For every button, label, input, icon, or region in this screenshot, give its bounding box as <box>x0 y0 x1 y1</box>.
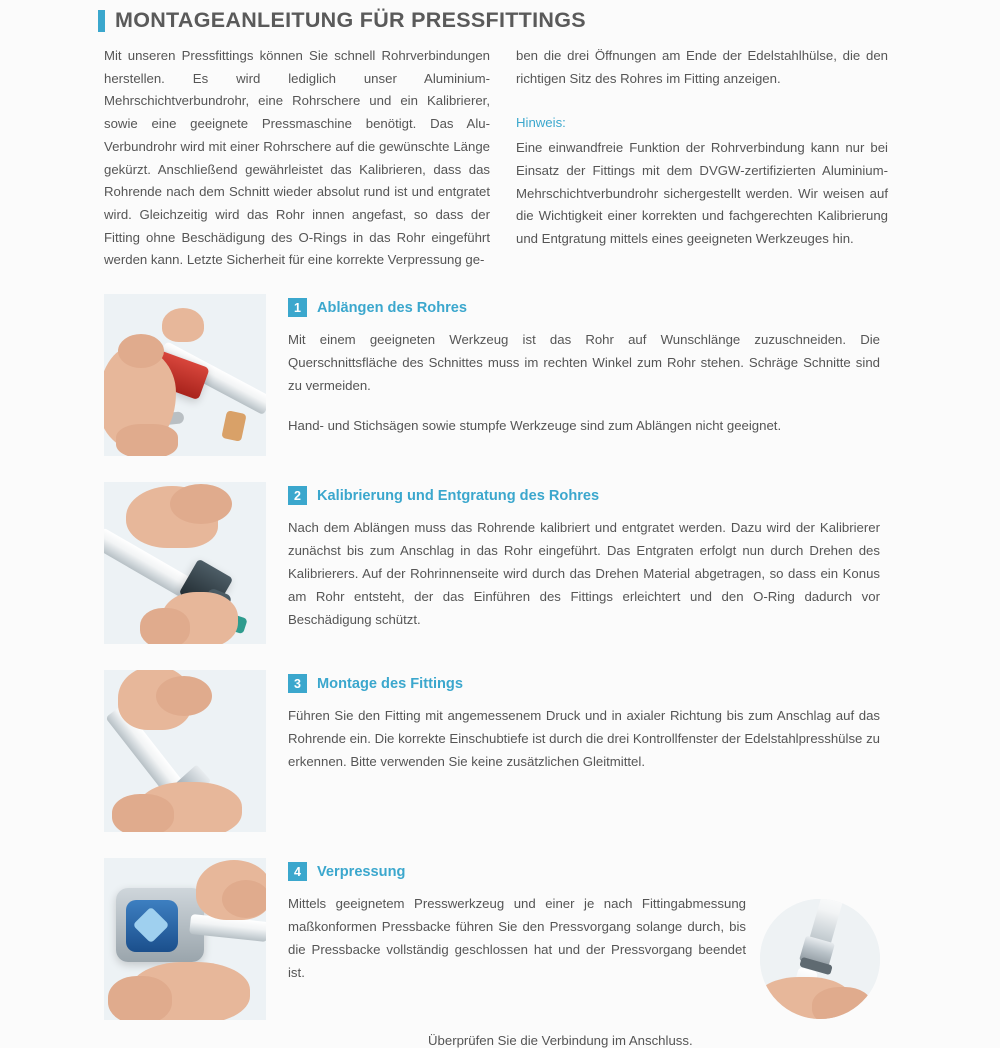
step-2-title: Kalibrierung und Entgratung des Rohres <box>317 487 600 504</box>
step-1-number: 1 <box>288 298 307 317</box>
note-label: Hinweis: <box>516 115 566 131</box>
step-2-image <box>104 482 266 644</box>
step-1-paragraph-2: Hand- und Stichsägen sowie stumpfe Werkzeuge sind zum Ablängen nicht geeignet. <box>288 417 782 433</box>
step-4-number: 4 <box>288 862 307 881</box>
step-1-paragraph-1: Mit einem geeigneten Werkzeug ist das Rohr auf Wunschlänge zuzuschneiden. Die Querschnittsfläche des Schnittes muss im rechten Winkel zum Rohr stehen. Schräge Schnitte sind zu vermeiden. <box>288 332 880 393</box>
step-1-body <box>288 294 880 438</box>
step-1-header <box>288 298 880 317</box>
step-4-closing-note: Überprüfen Sie die Verbindung im Anschluss. <box>428 1033 693 1048</box>
step-4-inset-image <box>760 899 880 1019</box>
step-3-paragraph-1: Führen Sie den Fitting mit angemessenem Druck und in axialer Richtung bis zum Anschlag auf das Rohrende ein. Die korrekte Einschubtiefe ist durch die drei Kontrollfenster der Edelstahlpresshülse zu erkennen. Bitte verwenden Sie keine zusätzlichen Gleitmittel. <box>288 708 880 769</box>
step-3-body <box>288 670 880 774</box>
note-text: Eine einwandfreie Funktion der Rohrverbindung kann nur bei Einsatz der Fittings mit dem DVGW-zertifizierten Aluminium-Mehrschichtverbundrohr sichergestellt werden. Wir weisen auf die Wichtigkeit einer korrekten und fachgerechten Kalibrierung und Entgratung mittels eines geeigneten Werkzeuges hin. <box>516 140 888 246</box>
step-2-paragraph-1: Nach dem Ablängen muss das Rohrende kalibriert und entgratet werden. Dazu wird der Kalibrierer zunächst bis zum Anschlag in das Rohr eingeführt. Das Entgraten erfolgt nun durch Drehen des Kalibrierers. Auf der Rohrinnenseite wird durch das Drehen Material abgetragen, so dass ein Konus am Rohr entsteht, der das Einführen des Fittings erleichtert und den O-Ring dadurch vor Beschädigung schützt. <box>288 520 880 627</box>
intro-left-column <box>104 45 490 272</box>
intro-right-paragraph: ben die drei Öffnungen am Ende der Edelstahlhülse, die den richtigen Sitz des Rohres im Fitting anzeigen. <box>516 48 888 86</box>
step-3 <box>0 670 1000 832</box>
intro-left-paragraph: Mit unseren Pressfittings können Sie schnell Rohrverbindungen herstellen. Es wird lediglich unser Aluminium-Mehrschichtverbundrohr, eine Rohrschere und ein Kalibrierer, sowie eine geeignete Pressmaschine benötigt. Das Alu-Verbundrohr wird mit einer Rohrschere auf die gewünschte Länge gekürzt. Anschließend gewährleistet das Kalibrieren, dass das Rohrende nach dem Schnitt wieder absolut rund ist und entgratet wird. Gleichzeitig wird das Rohr innen angefast, so dass der Fitting ohne Beschädigung des O-Rings in das Rohr eingeführt werden kann. Letzte Sicherheit für eine korrekte Verpressung ge- <box>104 48 490 268</box>
step-4-paragraph-1: Mittels geeignetem Presswerkzeug und einer je nach Fittingabmessung maßkonformen Pressbacke führen Sie den Pressvorgang solange durch, bis die Pressbacke vollständig geschlossen hat und der Pressvorgang beendet ist. <box>288 896 746 980</box>
page-title <box>0 0 1000 39</box>
step-4-header <box>288 862 880 881</box>
step-2-header <box>288 486 880 505</box>
step-3-title: Montage des Fittings <box>317 675 463 692</box>
step-2-number: 2 <box>288 486 307 505</box>
step-1-image <box>104 294 266 456</box>
step-2-body <box>288 482 880 632</box>
steps-section <box>0 294 1000 1048</box>
step-4-title: Verpressung <box>317 863 406 880</box>
intro-right-column <box>516 45 888 272</box>
step-4-image <box>104 858 266 1020</box>
step-4 <box>0 858 1000 1048</box>
intro-section <box>0 39 1000 272</box>
step-4-body <box>288 858 880 1048</box>
step-2 <box>0 482 1000 644</box>
step-3-number: 3 <box>288 674 307 693</box>
step-1-title: Ablängen des Rohres <box>317 299 468 316</box>
title-accent-bar <box>98 10 105 32</box>
step-1 <box>0 294 1000 456</box>
step-3-image <box>104 670 266 832</box>
step-3-header <box>288 674 880 693</box>
page-title-text: MONTAGEANLEITUNG FÜR PRESSFITTINGS <box>115 8 586 32</box>
